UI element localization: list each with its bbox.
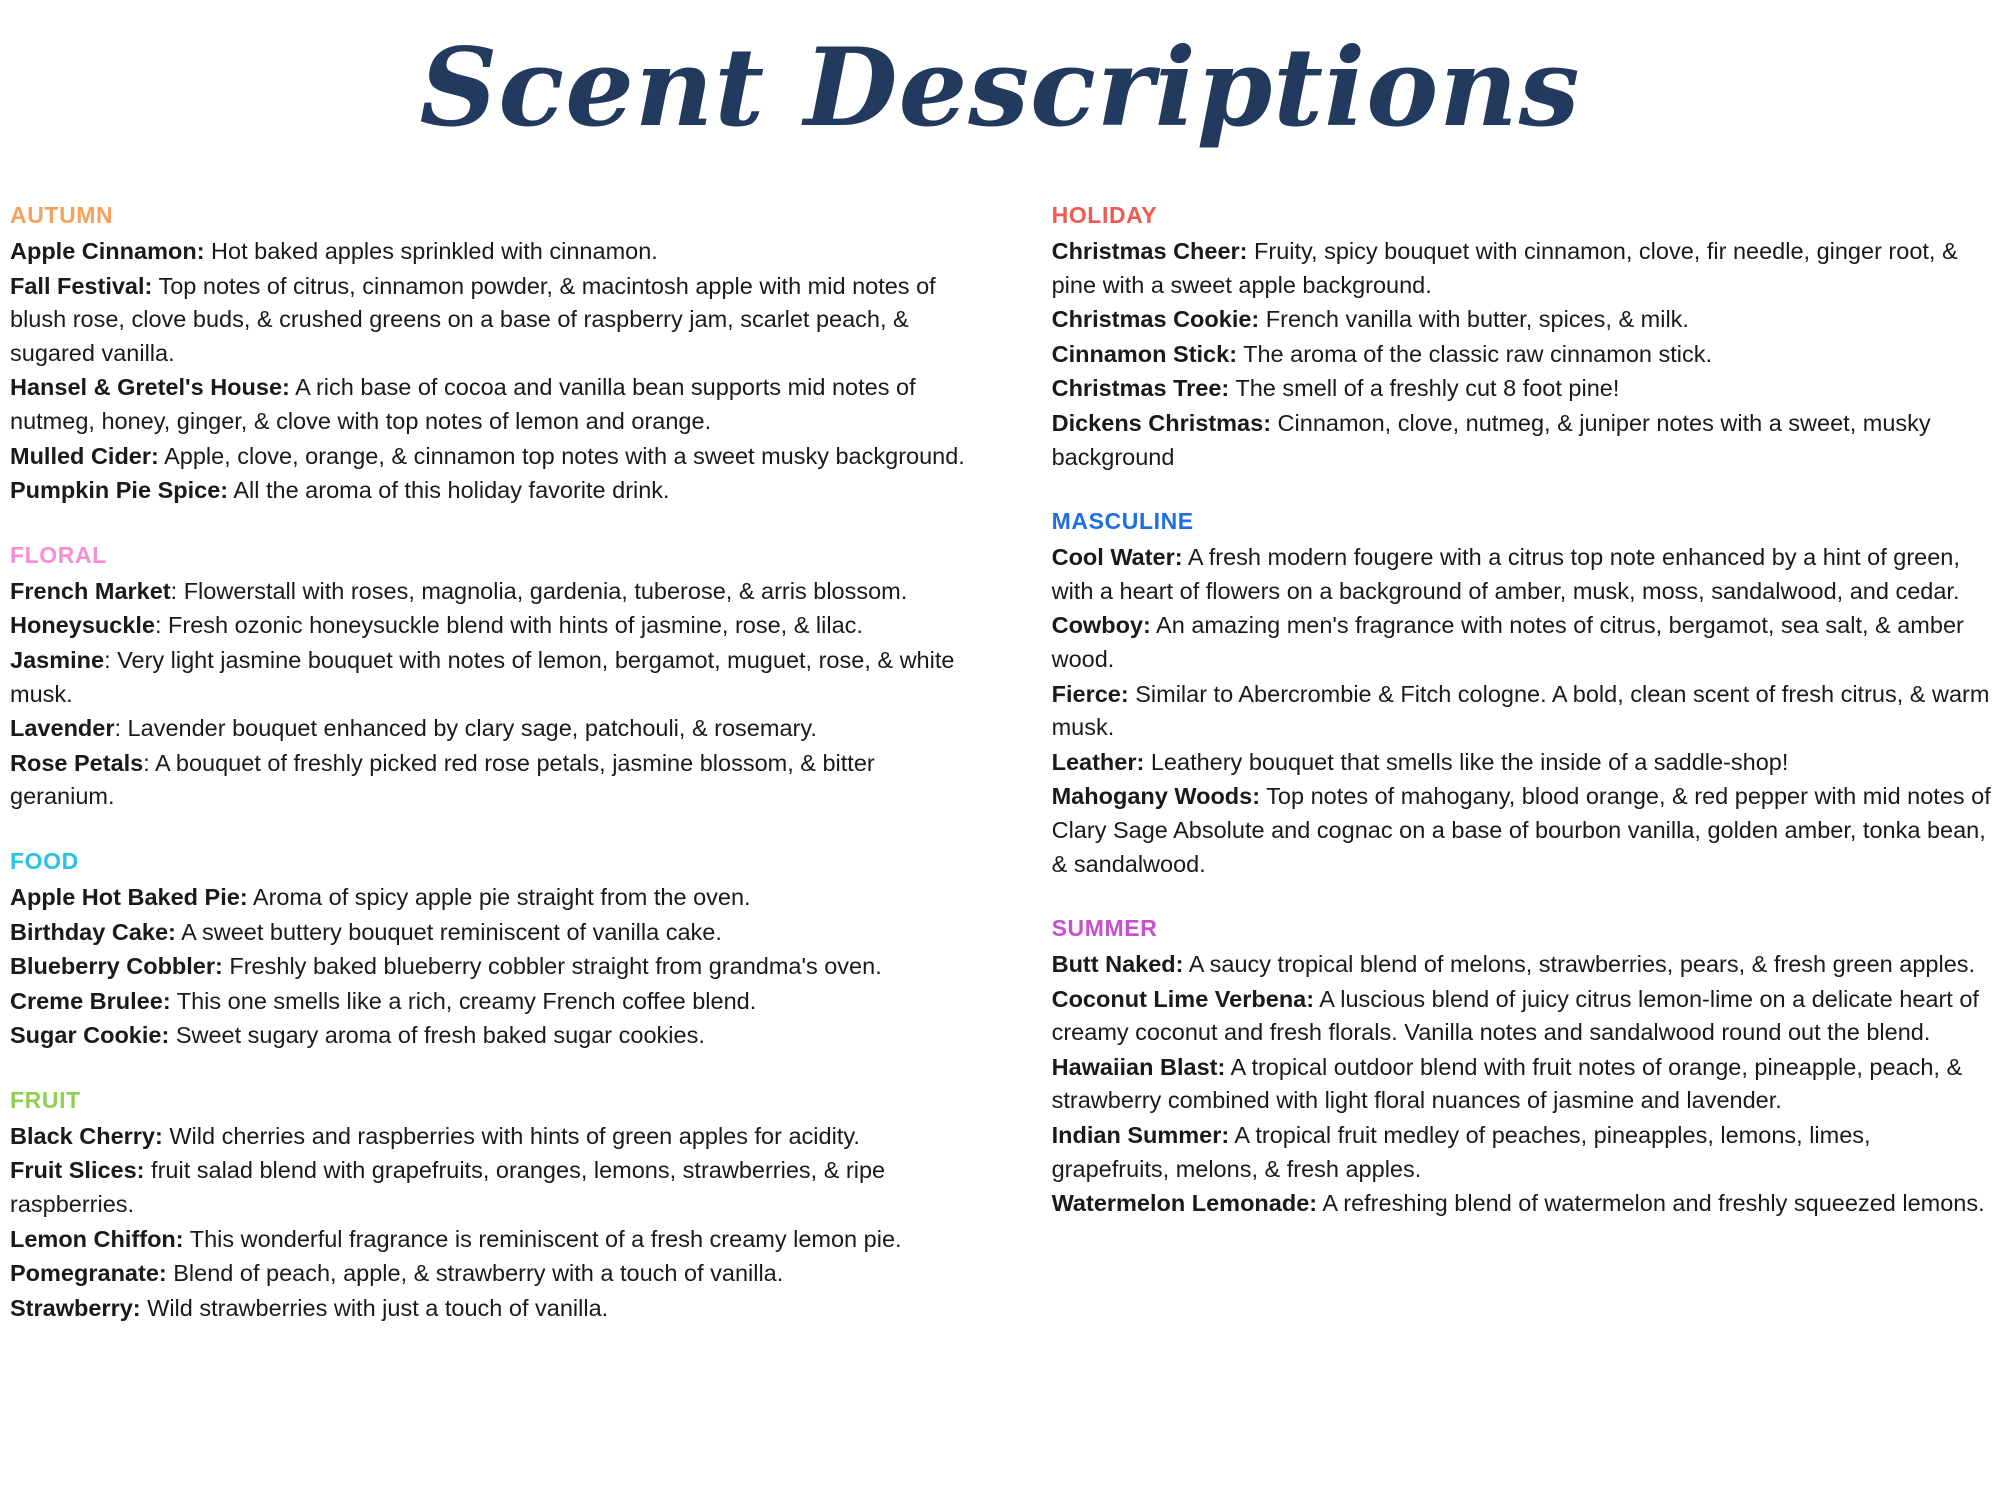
scent-description: A tropical outdoor blend with fruit notes of orange, pineapple, peach, & strawberry combined with light floral nuances of jasmine and lavender. — [1051, 1053, 1963, 1114]
scent-name: Jasmine — [10, 646, 105, 673]
scent-name: Sugar Cookie: — [10, 1022, 170, 1049]
scent-entry — [10, 575, 970, 609]
scent-name: Fall Festival: — [10, 272, 153, 299]
scent-description: Aroma of spicy apple pie straight from the oven. — [247, 883, 751, 910]
scent-entry — [1052, 541, 1992, 608]
scent-description: : Fresh ozonic honeysuckle blend with hints of jasmine, rose, & lilac. — [154, 612, 863, 639]
scent-description: Freshly baked blueberry cobbler straight from grandma's oven. — [222, 953, 882, 980]
scent-name: Dickens Christmas: — [1051, 409, 1272, 436]
scent-section — [10, 202, 970, 508]
scent-name: Apple Hot Baked Pie: — [10, 883, 248, 910]
scent-name: Fierce: — [1051, 680, 1129, 707]
scent-entry — [10, 712, 970, 746]
scent-entry — [10, 950, 970, 984]
scent-section — [1052, 202, 1992, 474]
scent-name: Pumpkin Pie Spice: — [10, 477, 229, 504]
scent-description: Sweet sugary aroma of fresh baked sugar cookies. — [169, 1022, 705, 1049]
scent-entry — [10, 881, 970, 915]
scent-description: A saucy tropical blend of melons, strawberries, pears, & fresh green apples. — [1183, 951, 1976, 978]
scent-entry — [1052, 1187, 1992, 1221]
scent-name: Christmas Cheer: — [1051, 238, 1248, 264]
scent-entry — [10, 270, 970, 371]
scent-description: fruit salad blend with grapefruits, oranges, lemons, strawberries, & ripe raspberries. — [10, 1157, 886, 1218]
scent-entry — [1052, 746, 1992, 780]
scent-name: Strawberry: — [10, 1294, 141, 1321]
scent-entry — [10, 644, 970, 711]
scent-name: Watermelon Lemonade: — [1051, 1190, 1318, 1217]
scent-section — [10, 542, 970, 814]
scent-description: Hot baked apples sprinkled with cinnamon. — [204, 238, 658, 264]
section-heading: MASCULINE — [1051, 508, 1194, 535]
scent-description: An amazing men's fragrance with notes of citrus, bergamot, sea salt, & amber wood. — [1051, 612, 1964, 672]
scent-description: The aroma of the classic raw cinnamon stick. — [1237, 340, 1713, 367]
scent-entry — [1052, 303, 1992, 337]
section-heading: FRUIT — [10, 1086, 81, 1113]
scent-entry — [10, 609, 970, 643]
scent-description: Cinnamon, clove, nutmeg, & juniper notes with a sweet, musky background — [1051, 409, 1931, 470]
scent-name: Birthday Cake: — [10, 918, 176, 945]
scent-description: A refreshing blend of watermelon and freshly squeezed lemons. — [1317, 1190, 1985, 1217]
scent-entry — [1052, 983, 1992, 1050]
scent-name: Rose Petals — [10, 749, 144, 776]
scent-name: Cinnamon Stick: — [1051, 340, 1238, 367]
scent-entry — [10, 1120, 970, 1154]
scent-name: Black Cherry: — [10, 1122, 163, 1149]
scent-entry — [1052, 780, 1992, 881]
scent-entry — [1052, 235, 1992, 302]
scent-name: Christmas Tree: — [1051, 375, 1230, 402]
scent-description: Top notes of citrus, cinnamon powder, & macintosh apple with mid notes of blush rose, clove buds, & crushed greens on a base of raspberry jam, scarlet peach, & sugared vanilla. — [10, 272, 936, 366]
scent-name: Pomegranate: — [10, 1260, 167, 1287]
scent-description: : Very light jasmine bouquet with notes of lemon, bergamot, muguet, rose, & white musk. — [10, 646, 955, 707]
scent-description: : Flowerstall with roses, magnolia, gardenia, tuberose, & arris blossom. — [170, 577, 908, 604]
section-heading: AUTUMN — [10, 202, 114, 228]
scent-entry — [1052, 407, 1992, 474]
scent-entry — [1052, 678, 1992, 745]
scent-section — [1052, 915, 1992, 1221]
section-heading: FOOD — [10, 847, 79, 874]
scent-description: Apple, clove, orange, & cinnamon top notes with a sweet musky background. — [158, 442, 965, 469]
scent-entry — [10, 747, 970, 814]
scent-name: Mulled Cider: — [10, 442, 159, 469]
scent-name: Butt Naked: — [1051, 951, 1184, 978]
scent-name: French Market — [10, 577, 171, 604]
scent-description: Wild strawberries with just a touch of vanilla. — [140, 1294, 609, 1321]
scent-section — [10, 1087, 970, 1326]
scent-description: Top notes of mahogany, blood orange, & red pepper with mid notes of Clary Sage Absolute and cognac on a base of bourbon vanilla, golden amber, tonka bean, & sandalwood. — [1051, 783, 1991, 877]
scent-name: Hawaiian Blast: — [1051, 1053, 1226, 1080]
scent-description: A sweet buttery bouquet reminiscent of vanilla cake. — [175, 918, 722, 945]
section-heading: FLORAL — [10, 541, 107, 568]
scent-name: Lemon Chiffon: — [10, 1225, 184, 1252]
scent-description: French vanilla with butter, spices, & milk. — [1259, 306, 1689, 333]
scent-description: Leathery bouquet that smells like the inside of a saddle-shop! — [1144, 748, 1789, 775]
scent-name: Hansel & Gretel's House: — [10, 374, 290, 401]
scent-section — [10, 848, 970, 1053]
content-columns — [0, 142, 2000, 1359]
section-heading: SUMMER — [1051, 915, 1158, 942]
scent-description: A fresh modern fougere with a citrus top note enhanced by a hint of green, with a heart of flowers on a background of amber, musk, moss, sandalwood, and cedar. — [1051, 544, 1960, 604]
scent-name: Lavender — [10, 715, 115, 742]
scent-entry — [10, 1223, 970, 1257]
scent-description: Blend of peach, apple, & strawberry with a touch of vanilla. — [166, 1260, 784, 1287]
scent-entry — [1052, 609, 1992, 676]
scent-name: Creme Brulee: — [10, 987, 171, 1014]
scent-description: A tropical fruit medley of peaches, pineapples, lemons, limes, grapefruits, melons, & fresh apples. — [1051, 1122, 1871, 1182]
scent-entry — [10, 1154, 970, 1221]
scent-description: This one smells like a rich, creamy French coffee blend. — [170, 987, 757, 1014]
scent-description: This wonderful fragrance is reminiscent of a fresh creamy lemon pie. — [183, 1225, 902, 1252]
scent-entry — [10, 440, 970, 474]
scent-entry — [10, 1019, 970, 1053]
scent-entry — [10, 916, 970, 950]
scent-entry — [1052, 338, 1992, 372]
scent-description: Fruity, spicy bouquet with cinnamon, clove, fir needle, ginger root, & pine with a sweet apple background. — [1051, 238, 1958, 298]
scent-description: : A bouquet of freshly picked red rose petals, jasmine blossom, & bitter geranium. — [10, 749, 875, 810]
scent-name: Cowboy: — [1051, 612, 1151, 639]
scent-entry — [1052, 1051, 1992, 1118]
scent-entry — [1052, 372, 1992, 406]
scent-description: : Lavender bouquet enhanced by clary sage, patchouli, & rosemary. — [114, 715, 817, 742]
scent-name: Blueberry Cobbler: — [10, 953, 223, 980]
scent-section — [1052, 508, 1992, 881]
scent-description: A luscious blend of juicy citrus lemon-lime on a delicate heart of creamy coconut and fresh florals. Vanilla notes and sandalwood round out the blend. — [1051, 985, 1979, 1046]
section-heading: HOLIDAY — [1051, 202, 1158, 228]
scent-description: Similar to Abercrombie & Fitch cologne. A bold, clean scent of fresh citrus, & warm musk. — [1051, 680, 1990, 741]
scent-description: Wild cherries and raspberries with hints of green apples for acidity. — [162, 1122, 860, 1149]
scent-name: Coconut Lime Verbena: — [1051, 985, 1315, 1012]
scent-name: Honeysuckle — [10, 612, 155, 639]
scent-name: Christmas Cookie: — [1051, 306, 1260, 333]
scent-entry — [10, 1292, 970, 1326]
left-column — [8, 202, 970, 1359]
scent-entry — [1052, 948, 1992, 982]
scent-name: Indian Summer: — [1051, 1122, 1230, 1149]
scent-entry — [10, 1257, 970, 1291]
scent-entry — [1052, 1119, 1992, 1186]
right-column — [1030, 202, 1992, 1359]
scent-entry — [10, 235, 970, 269]
scent-description: The smell of a freshly cut 8 foot pine! — [1229, 375, 1620, 402]
page-title: Scent Descriptions — [419, 25, 1581, 151]
scent-entry — [10, 371, 970, 438]
scent-name: Cool Water: — [1051, 544, 1183, 571]
scent-name: Leather: — [1051, 748, 1145, 775]
scent-entry — [10, 474, 970, 508]
scent-name: Mahogany Woods: — [1051, 783, 1261, 810]
scent-entry — [10, 985, 970, 1019]
scent-description: All the aroma of this holiday favorite drink. — [228, 477, 670, 504]
scent-description: A rich base of cocoa and vanilla bean supports mid notes of nutmeg, honey, ginger, & clove with top notes of lemon and orange. — [10, 374, 916, 434]
scent-name: Fruit Slices: — [10, 1157, 145, 1184]
scent-name: Apple Cinnamon: — [10, 238, 205, 264]
